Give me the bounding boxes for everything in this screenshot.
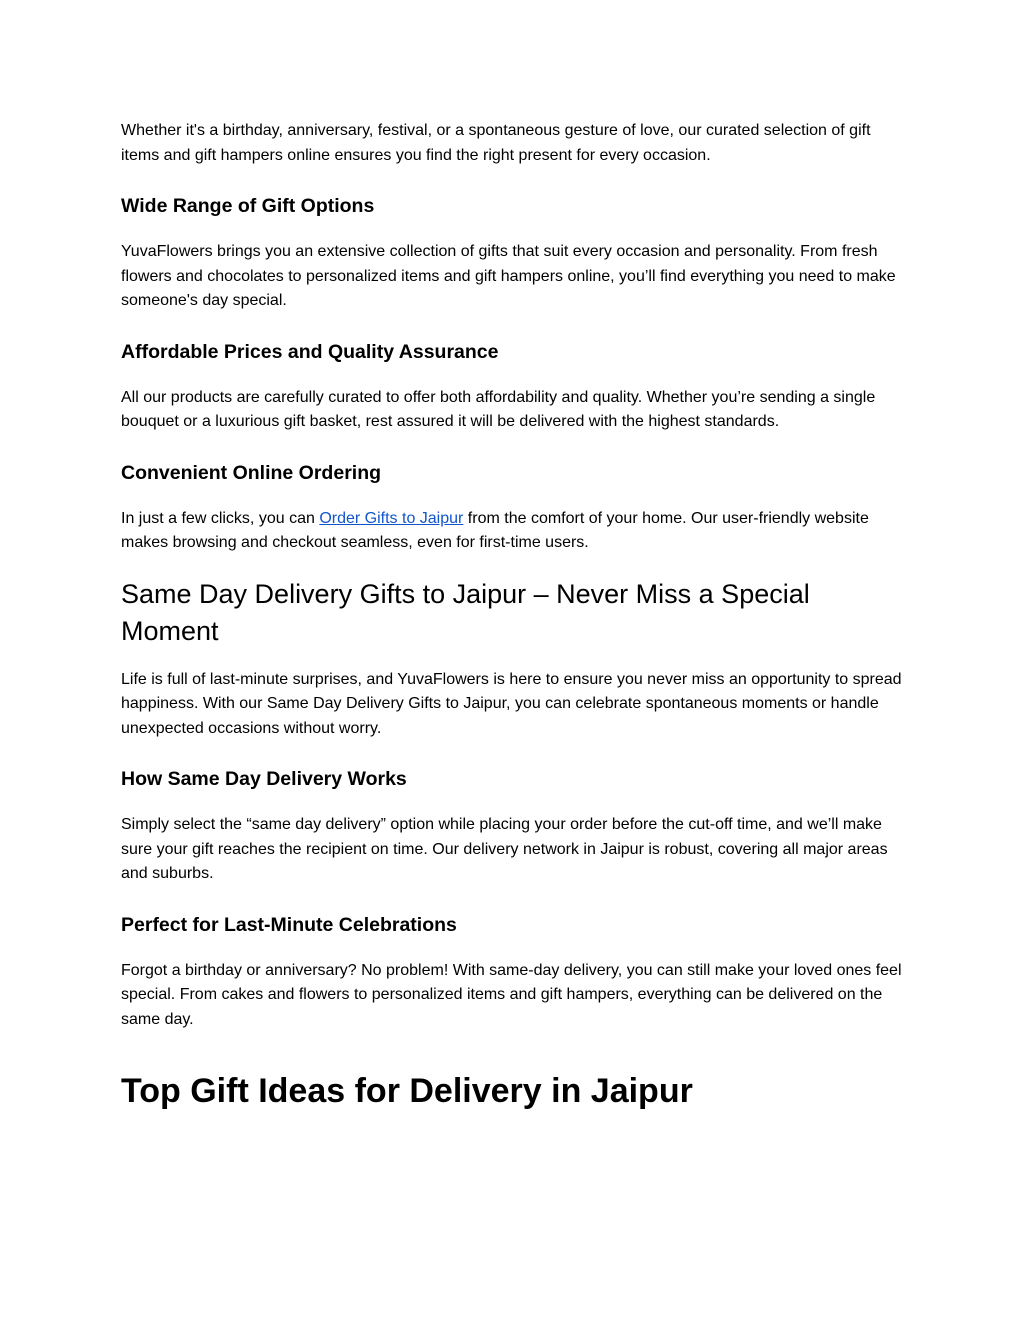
convenient-text-after: from the comfort of your home. Our user-friendly website makes browsing and checkout seamless, even for first-time users. xyxy=(121,509,869,551)
last-minute-heading: Perfect for Last-Minute Celebrations xyxy=(121,913,457,936)
wide-range-paragraph: YuvaFlowers brings you an extensive collection of gifts that suit every occasion and personality. From fresh flowers and chocolates to personalized items and gift hampers online, you’ll find everything you need to make someone's day special. xyxy=(121,243,896,309)
how-works-heading: How Same Day Delivery Works xyxy=(121,768,407,790)
same-day-heading: Same Day Delivery Gifts to Jaipur – Never Miss a Special Moment xyxy=(121,578,810,646)
affordable-heading: Affordable Prices and Quality Assurance xyxy=(121,340,499,363)
wide-range-heading: Wide Range of Gift Options xyxy=(121,195,375,217)
intro-paragraph: Whether it's a birthday, anniversary, festival, or a spontaneous gesture of love, our curated selection of gift items and gift hampers online ensures you find the right present for every occasion. xyxy=(121,122,871,164)
convenient-heading: Convenient Online Ordering xyxy=(121,461,382,484)
how-works-paragraph: Simply select the “same day delivery” option while placing your order before the cut-off time, and we’ll make sure your gift reaches the recipient on time. Our delivery network in Jaipur is robust, covering all major areas and suburbs. xyxy=(121,816,888,882)
top-gifts-heading: Top Gift Ideas for Delivery in Jaipur xyxy=(121,1072,693,1110)
document-page xyxy=(121,119,911,1111)
affordable-paragraph: All our products are carefully curated to offer both affordability and quality. Whether you’re sending a single bouquet or a luxurious gift basket, rest assured it will be delivered with the highest standards. xyxy=(121,388,876,430)
convenient-paragraph xyxy=(121,507,911,556)
convenient-text-before: In just a few clicks, you can xyxy=(121,509,320,527)
same-day-paragraph: Life is full of last-minute surprises, and YuvaFlowers is here to ensure you never miss an opportunity to spread happiness. With our Same Day Delivery Gifts to Jaipur, you can celebrate spontaneous moments or handle unexpected occasions without worry. xyxy=(121,670,902,737)
order-gifts-jaipur-link[interactable]: Order Gifts to Jaipur xyxy=(319,509,464,527)
last-minute-paragraph: Forgot a birthday or anniversary? No problem! With same-day delivery, you can still make your loved ones feel special. From cakes and flowers to personalized items and gift hampers, everything can be delivered on the same day. xyxy=(121,961,902,1028)
